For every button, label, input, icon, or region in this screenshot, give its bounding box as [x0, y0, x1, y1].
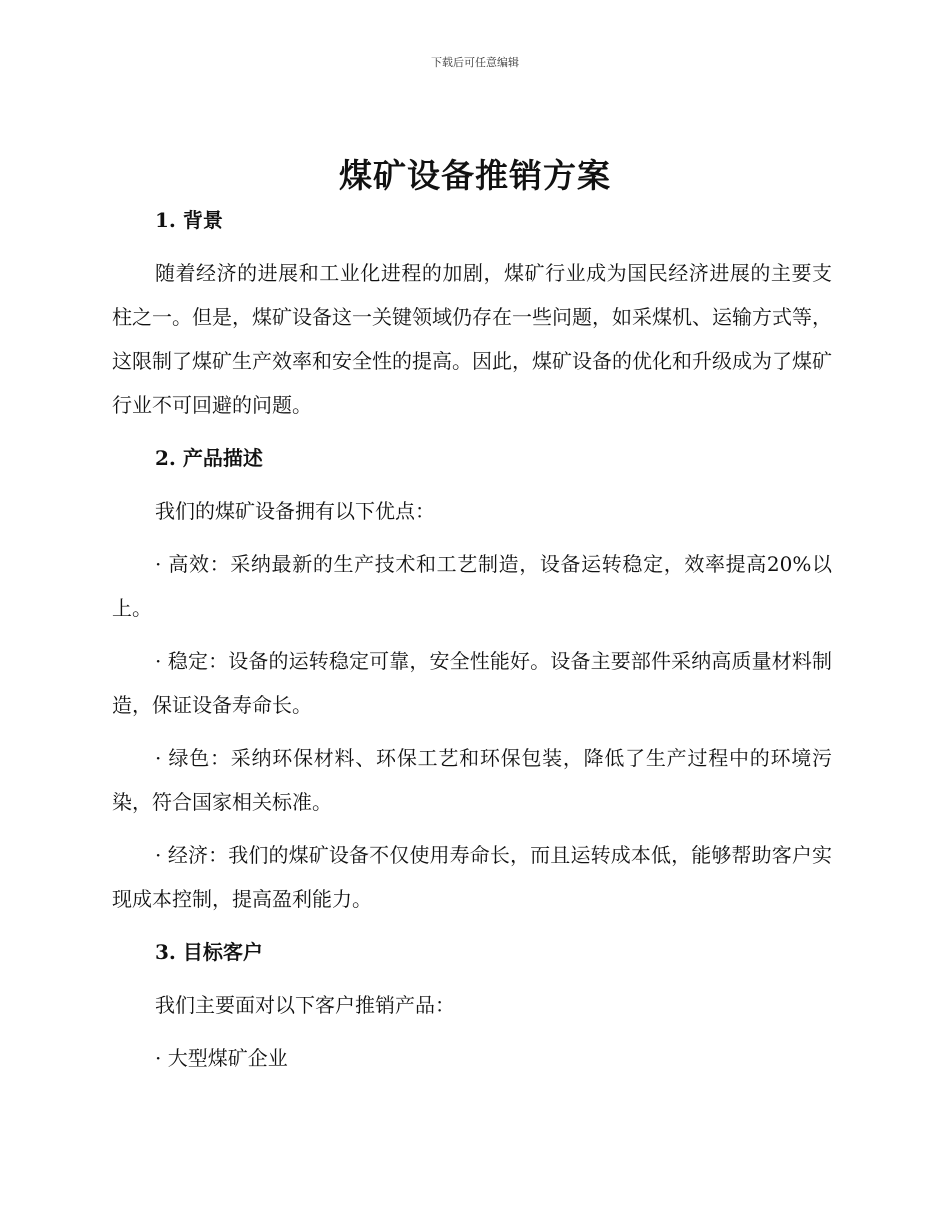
product-intro: 我们的煤矿设备拥有以下优点： — [155, 499, 435, 523]
bullet-stable: · 稳定：设备的运转稳定可靠，安全性能好。设备主要部件采纳高质量材料制造，保证设备寿命长。 — [112, 649, 832, 717]
bullet-green: · 绿色：采纳环保材料、环保工艺和环保包装，降低了生产过程中的环境污染，符合国家相关标准。 — [112, 746, 832, 814]
section-heading-customers: 3. 目标客户 — [155, 940, 263, 964]
bullet-large-mining: · 大型煤矿企业 — [155, 1046, 288, 1070]
section-heading-background: 1. 背景 — [155, 208, 223, 232]
document-body — [112, 198, 832, 1089]
bullet-efficient: · 高效：采纳最新的生产技术和工艺制造，设备运转稳定，效率提高20%以上。 — [112, 552, 832, 620]
page-header: 下载后可任意编辑 — [431, 56, 519, 69]
customers-intro: 我们主要面对以下客户推销产品： — [155, 993, 455, 1017]
document-title: 煤矿设备推销方案 — [339, 156, 611, 195]
bullet-economic: · 经济：我们的煤矿设备不仅使用寿命长，而且运转成本低，能够帮助客户实现成本控制，提高盈利能力。 — [112, 843, 832, 911]
background-paragraph: 随着经济的进展和工业化进程的加剧，煤矿行业成为国民经济进展的主要支柱之一。但是，煤矿设备这一关键领域仍存在一些问题，如采煤机、运输方式等，这限制了煤矿生产效率和安全性的提高。因此，煤矿设备的优化和升级成为了煤矿行业不可回避的问题。 — [112, 261, 832, 417]
section-heading-product: 2. 产品描述 — [155, 446, 263, 470]
